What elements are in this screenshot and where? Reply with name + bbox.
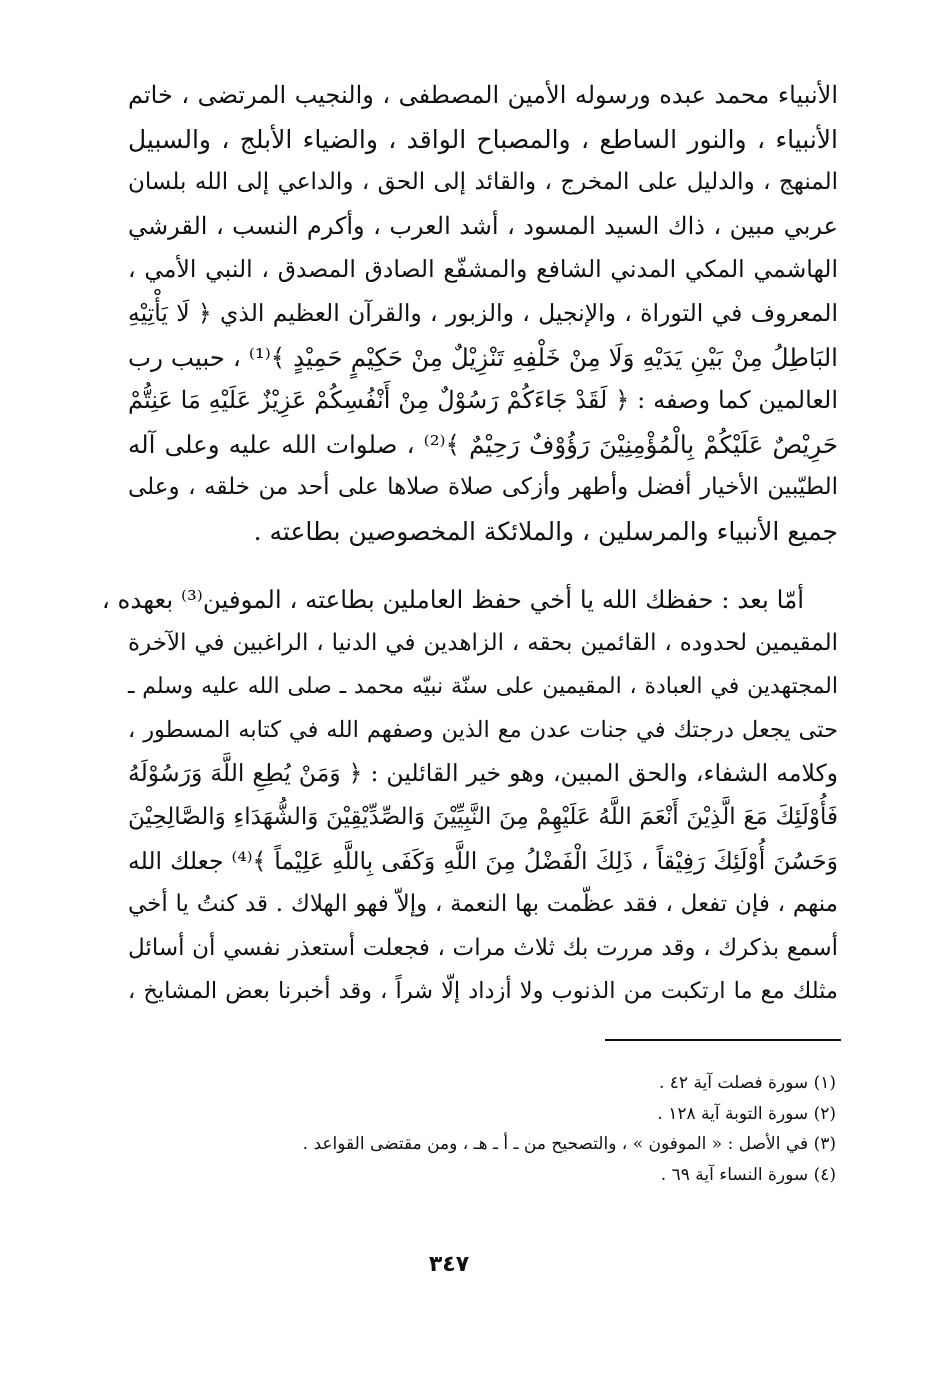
text-line: العالمين كما وصفه : ﴿ لَقَدْ جَاءَكُمْ رَسُوْلٌ مِنْ أَنْفُسِكُمْ عَزِيْزٌ عَلَيْهِ مَا عَنِتُّمْ (128, 386, 838, 415)
text-line: وَحَسُنَ أُوْلَئِكَ رَفِيْقاً ، ذَلِكَ الْفَضْلُ مِنَ اللَّهِ وَكَفَى بِاللَّهِ عَلِيْماً ﴾⁽⁴⁾ جعلك الله (128, 846, 839, 875)
main-paragraph-2 (101, 578, 839, 1014)
footnote-divider (605, 1039, 841, 1041)
text-line: أسمع بذكرك ، وقد مررت بك ثلاث مرات ، فجعلت أستعذر نفسي أن أسائل (128, 934, 838, 961)
text-line: الأنبياء محمد عبده ورسوله الأمين المصطفى ، والنجيب المرتضى ، خاتم (128, 81, 838, 109)
footnote-item: (٤) سورة النساء آية ٦٩ . (660, 1164, 836, 1185)
text-line: المقيمين لحدوده ، القائمين بحقه ، الزاهدين في الدنيا ، الراغبين في الآخرة (128, 629, 838, 656)
text-line: المجتهدين في العبادة ، المقيمين على سنّة نبيّه محمد ـ صلى الله عليه وسلم ـ (128, 674, 838, 700)
text-line: فَأُوْلَئِكَ مَعَ الَّذِيْنَ أَنْعَمَ اللَّهُ عَلَيْهِمْ مِنَ النَّبِيِّيْنَ وَالصِّدِّيْقِيْنَ وَالشُّهَدَاءِ وَالصَّالِحِيْنَ (128, 803, 838, 830)
text-line: المعروف في التوراة ، والإنجيل ، والزبور ، والقرآن العظيم الذي ﴿ لَا يَأْتِيْهِ (128, 298, 838, 327)
main-paragraph-1 (128, 74, 838, 554)
text-line: الأنبياء ، والنور الساطع ، والمصباح الواقد ، والضياء الأبلج ، والسبيل (128, 124, 838, 154)
text-line: الطيّبين الأخيار أفضل وأطهر وأزكى صلاة صلاها على أحد من خلقه ، وعلى (128, 474, 838, 501)
footnote-item: (٣) في الأصل : « الموفون » ، والتصحيح من ـ أ ـ هـ ، ومن مقتضى القواعد . (302, 1134, 836, 1154)
text-line: وكلامه الشفاء، والحق المبين، وهو خير القائلين : ﴿ وَمَنْ يُطِعِ اللَّهَ وَرَسُوْلَهُ (128, 759, 838, 788)
footnote-item: (٢) سورة التوبة آية ١٢٨ . (657, 1103, 836, 1124)
text-line: المنهج ، والدليل على المخرج ، والقائد إلى الحق ، والداعي إلى الله بلسان (128, 169, 838, 196)
text-line: الهاشمي المكي المدني الشافع والمشفّع الصادق المصدق ، النبي الأمي ، (128, 255, 838, 284)
text-line: حَرِيْصٌ عَلَيْكُمْ بِالْمُؤْمِنِيْنَ رَؤُوْفٌ رَحِيْمٌ ﴾⁽²⁾ ، صلوات الله عليه وعلى آله (128, 429, 838, 459)
text-line: حتى يجعل درجتك في جنات عدن مع الذين وصفهم الله في كتابه المسطور ، (128, 716, 838, 743)
text-line: أمّا بعد : حفظك الله يا أخي حفظ العاملين بطاعته ، الموفين⁽³⁾ بعهده ، (101, 585, 804, 614)
page-number: ٣٤٧ (428, 1252, 470, 1277)
text-line: جميع الأنبياء والمرسلين ، والملائكة المخصوصين بطاعته . (253, 516, 838, 546)
text-line: عربي مبين ، ذاك السيد المسود ، أشد العرب ، وأكرم النسب ، القرشي (128, 211, 838, 240)
footnotes (200, 1068, 836, 1190)
text-line: منهم ، فإن تفعل ، فقد عظّمت بها النعمة ، وإلاّ فهو الهلاك . قد كنتُ يا أخي (128, 891, 838, 918)
text-line: مثلك مع ما ارتكبت من الذنوب ولا أزداد إلّا شراً ، وقد أخبرنا بعض المشايخ ، (128, 978, 838, 1005)
footnote-item: (١) سورة فصلت آية ٤٢ . (658, 1073, 836, 1093)
text-line: البَاطِلُ مِنْ بَيْنِ يَدَيْهِ وَلَا مِنْ خَلْفِهِ تَنْزِيْلٌ مِنْ حَكِيْمٍ حَمِيْدٍ ﴾⁽¹⁾ ، حبيب رب (128, 342, 838, 372)
